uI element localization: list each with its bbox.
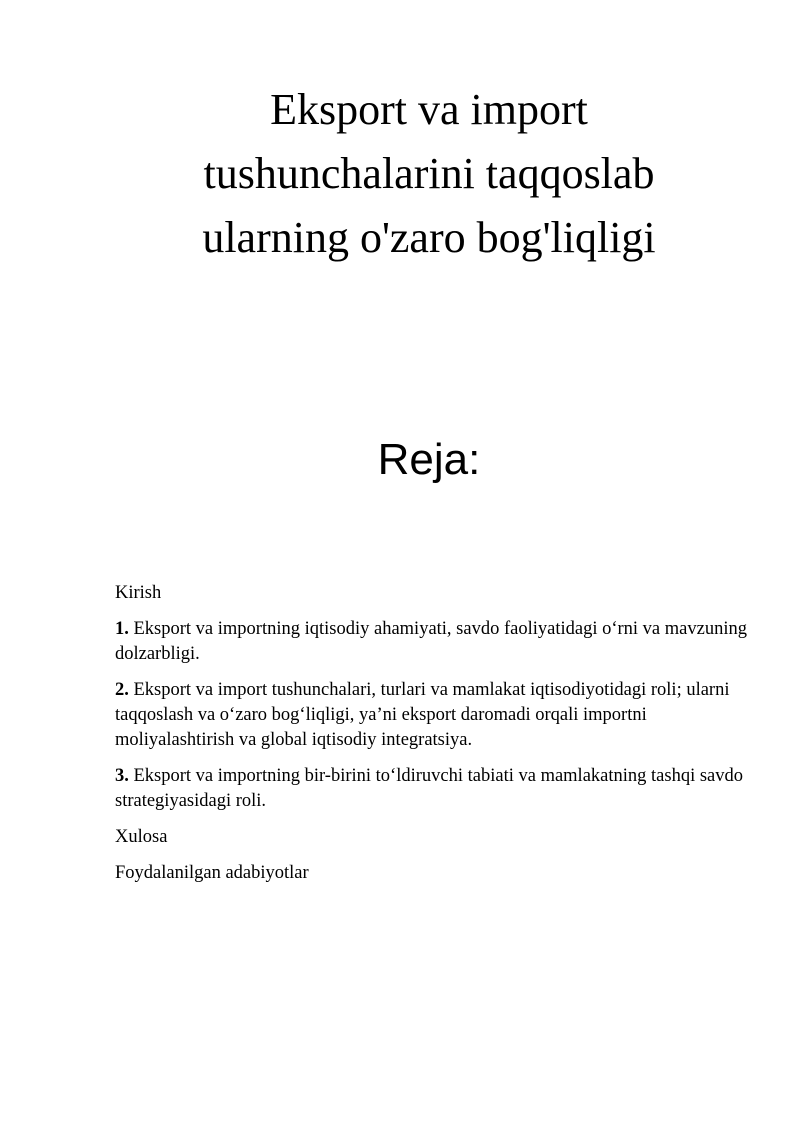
plan-item-text: Eksport va importning bir-birini to‘ldiruvchi tabiati va mamlakatning tashqi savdo strategiyasidagi roli. xyxy=(115,766,743,811)
plan-item-2 xyxy=(115,678,755,753)
plan-item-text: Foydalanilgan adabiyotlar xyxy=(115,863,309,883)
title-line: ularning o'zaro bog'liqligi xyxy=(202,213,656,262)
plan-item-number: 2. xyxy=(115,680,129,700)
plan-item-1 xyxy=(115,617,755,667)
plan-item-references xyxy=(115,861,755,886)
plan-item-number: 3. xyxy=(115,766,129,786)
plan-item-3 xyxy=(115,764,755,814)
title-line: tushunchalarini taqqoslab xyxy=(203,149,655,198)
document-title xyxy=(100,78,758,270)
plan-list xyxy=(115,581,755,897)
plan-item-intro xyxy=(115,581,755,606)
plan-item-text: Xulosa xyxy=(115,827,168,847)
plan-heading: Reja: xyxy=(377,435,481,484)
title-line: Eksport va import xyxy=(270,85,588,134)
plan-item-number: 1. xyxy=(115,619,129,639)
plan-item-conclusion xyxy=(115,825,755,850)
plan-item-text: Eksport va importning iqtisodiy ahamiyati, savdo faoliyatidagi o‘rni va mavzuning dolzarbligi. xyxy=(115,619,747,664)
plan-item-text: Eksport va import tushunchalari, turlari va mamlakat iqtisodiyotidagi roli; ularni taqqoslash va o‘zaro bog‘liqligi, ya’ni eksport daromadi orqali importni moliyalashtirish va global iqtisodiy integratsiya. xyxy=(115,680,730,750)
plan-item-text: Kirish xyxy=(115,583,162,603)
